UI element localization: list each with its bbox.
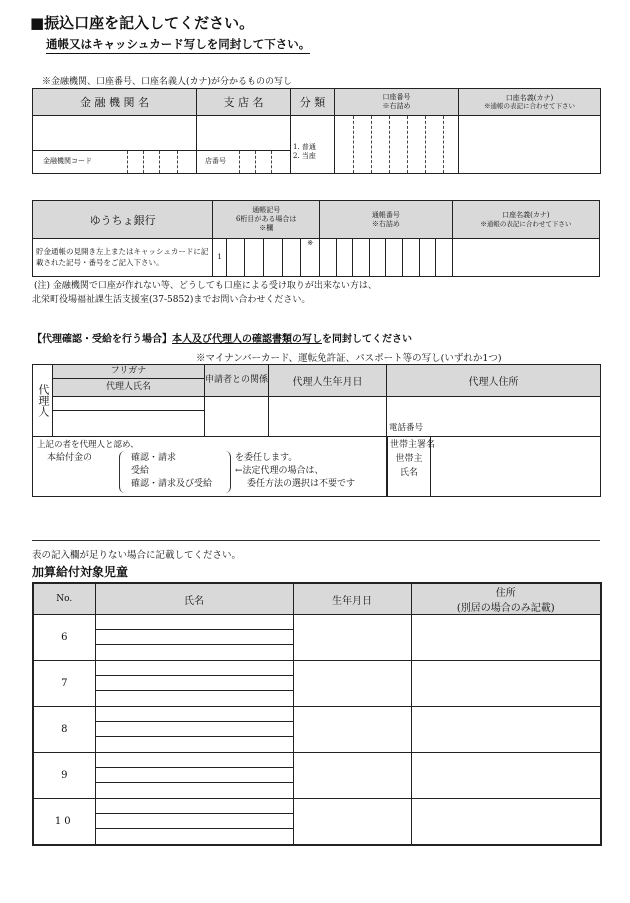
proxy-heading-emph: 本人及び代理人の確認書類の写し (172, 334, 322, 345)
branch-number-label: 店番号 (205, 157, 226, 165)
option-confirm-claim[interactable]: 確認・請求 (131, 453, 177, 463)
option-confirm-claim-receive[interactable]: 確認・請求及び受給 (131, 479, 213, 489)
col-proxy-address: 代理人住所 (387, 365, 601, 397)
col-holder-sub: ※通帳の表記に合わせて下さい (484, 102, 575, 111)
col-furigana: フリガナ (53, 365, 205, 379)
col-account-label: 口座番号 (382, 93, 411, 102)
householder-sign-label: 世帯主署名 (390, 440, 436, 450)
child-name-field[interactable] (95, 645, 293, 661)
branch-field[interactable] (197, 116, 291, 174)
account-number-field[interactable] (335, 116, 459, 174)
child-dob-field[interactable] (293, 661, 411, 707)
child-address-field[interactable] (411, 707, 601, 753)
col-child-address-label: 住所 (495, 588, 516, 599)
page-title: ■振込口座を記入してください。 (30, 14, 255, 32)
child-name-field[interactable] (95, 814, 293, 829)
delegate-line1: 上記の者を代理人と認め、 (37, 440, 139, 450)
option-receive[interactable]: 受給 (131, 466, 150, 476)
child-address-field[interactable] (411, 661, 601, 707)
col-child-no: No. (33, 583, 95, 615)
page-subtitle: 通帳又はキャッシュカード写しを同封して下さい。 (46, 36, 310, 54)
symbol-digit[interactable] (282, 239, 301, 277)
delegate-prefix: 本給付金の (47, 453, 93, 463)
col-holder-label: 口座名義(カナ) (505, 93, 554, 102)
child-row-number: 6 (33, 615, 95, 661)
col-branch: 支 店 名 (197, 89, 291, 116)
col-account-number (335, 89, 459, 116)
number-digit[interactable] (336, 239, 353, 277)
proxy-heading-suffix: を同封してください (322, 334, 412, 345)
col-yucho-bank: ゆうちょ銀行 (33, 201, 213, 239)
number-digit[interactable] (369, 239, 386, 277)
institution-code-label: 金融機関コード (43, 157, 92, 165)
col-child-dob: 生年月日 (293, 583, 411, 615)
child-row-number: 7 (33, 661, 95, 707)
col-yucho-holder (452, 201, 599, 239)
col-symbol-sub2: ※欄 (259, 223, 274, 232)
col-symbol-sub1: 6桁目がある場合は (235, 215, 297, 224)
col-institution: 金 融 機 関 名 (33, 89, 197, 116)
child-dob-field[interactable] (293, 707, 411, 753)
child-name-field[interactable] (95, 676, 293, 691)
number-digit[interactable] (386, 239, 403, 277)
yucho-note-line1: (注) 金融機関で口座が作れない等、どうしても口座による受け取りが出来ない方は、 (34, 281, 377, 291)
proxy-heading (32, 330, 412, 345)
child-address-field[interactable] (411, 753, 601, 799)
col-account-holder (459, 89, 601, 116)
bank-account-table (32, 88, 601, 174)
child-furigana-field[interactable] (95, 753, 293, 768)
col-passbook-number (320, 201, 453, 239)
account-type-field[interactable] (291, 116, 335, 174)
child-name-field[interactable] (95, 768, 293, 783)
proxy-side-label-text: 代理人 (36, 384, 50, 417)
children-note: 表の記入欄が足りない場合に記載してください。 (32, 550, 242, 561)
legal-note1: ←法定代理の場合は、 (235, 466, 324, 476)
householder-label: 世帯主氏名 (395, 454, 423, 478)
child-name-field[interactable] (95, 691, 293, 707)
children-title: 加算給付対象児童 (32, 565, 129, 579)
proxy-side-label (33, 365, 53, 437)
child-furigana-field[interactable] (95, 799, 293, 814)
col-passbook-symbol (213, 201, 320, 239)
relation-field[interactable] (205, 397, 269, 437)
institution-field[interactable] (33, 116, 197, 174)
col-proxy-dob: 代理人生年月日 (269, 365, 387, 397)
householder-name-cell (387, 436, 431, 497)
proxy-heading-prefix: 【代理確認・受給を行う場合】 (32, 334, 172, 345)
delegate-suffix: を委任します。 (235, 453, 298, 463)
child-name-field[interactable] (95, 630, 293, 645)
yucho-holder-field[interactable] (452, 239, 599, 277)
child-row-number: 9 (33, 753, 95, 799)
child-furigana-field[interactable] (95, 615, 293, 630)
col-yucho-holder-label: 口座名義(カナ) (502, 211, 550, 220)
child-dob-field[interactable] (293, 615, 411, 661)
col-type: 分 類 (291, 89, 335, 116)
symbol-digit[interactable] (226, 239, 245, 277)
child-dob-field[interactable] (293, 753, 411, 799)
child-row-number: 10 (33, 799, 95, 845)
furigana-field[interactable] (53, 397, 205, 411)
col-yucho-holder-sub: ※通帳の表記に合わせて下さい (480, 219, 572, 228)
yucho-note-line2: 北栄町役場福祉課生活支援室(37-5852)までお問い合わせください。 (32, 295, 311, 305)
phone-label: 電話番号 (389, 423, 424, 434)
child-address-field[interactable] (411, 615, 601, 661)
children-table (32, 582, 602, 846)
col-number-sub: ※右詰め (371, 219, 400, 228)
section-divider (32, 540, 600, 541)
child-name-field[interactable] (95, 722, 293, 737)
col-child-address (411, 583, 601, 615)
proxy-id-note: ※マイナンバーカード、運転免許証、パスポート等の写し(いずれか1つ) (196, 353, 502, 364)
proxy-table (32, 364, 601, 497)
symbol-sixth-digit[interactable]: ※ (301, 239, 320, 277)
number-digit[interactable] (320, 239, 337, 277)
col-proxy-name: 代理人氏名 (53, 379, 205, 397)
symbol-digit[interactable] (245, 239, 264, 277)
col-child-address-sub: (別居の場合のみ記載) (456, 603, 555, 614)
yucho-table (32, 200, 600, 277)
child-name-field[interactable] (95, 737, 293, 753)
type-current: 2. 当座 (293, 151, 316, 160)
child-name-field[interactable] (95, 829, 293, 845)
number-digit[interactable] (402, 239, 419, 277)
proxy-address-field[interactable] (387, 397, 601, 437)
symbol-first-digit: 1 (213, 239, 226, 277)
child-furigana-field[interactable] (95, 707, 293, 722)
child-address-field[interactable] (411, 799, 601, 845)
proxy-dob-field[interactable] (269, 397, 387, 437)
legal-note2: 委任方法の選択は不要です (247, 479, 356, 489)
col-symbol-label: 通帳記号 (252, 206, 281, 215)
type-ordinary: 1. 普通 (293, 142, 316, 151)
child-dob-field[interactable] (293, 799, 411, 845)
col-relation: 申請者との関係 (205, 365, 269, 397)
proxy-name-field[interactable] (53, 411, 205, 437)
child-row-number: 8 (33, 707, 95, 753)
child-furigana-field[interactable] (95, 661, 293, 676)
col-child-name: 氏名 (95, 583, 293, 615)
col-account-sub: ※右詰め (382, 102, 411, 110)
bank-note: ※金融機関、口座番号、口座名義人(カナ)が分かるものの写し (42, 77, 293, 87)
account-holder-field[interactable] (459, 116, 601, 174)
child-name-field[interactable] (95, 783, 293, 799)
yucho-instruction: 貯金通帳の見開き左上またはキャッシュカードに記載された記号・番号をご記入下さい。 (33, 239, 213, 277)
number-digit[interactable] (419, 239, 436, 277)
number-digit[interactable] (353, 239, 370, 277)
col-number-label: 通帳番号 (371, 210, 400, 219)
symbol-digit[interactable] (264, 239, 283, 277)
number-digit[interactable] (436, 239, 453, 277)
